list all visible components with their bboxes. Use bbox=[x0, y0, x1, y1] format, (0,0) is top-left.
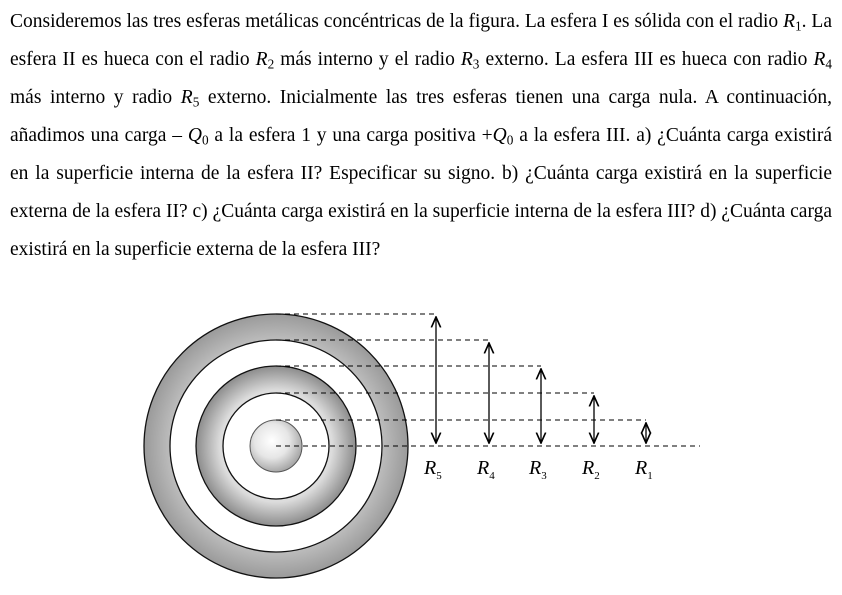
label-r4: $R_4$ bbox=[477, 457, 495, 482]
radius-arrows bbox=[436, 317, 646, 443]
label-r3: $R_3$ bbox=[529, 457, 547, 482]
problem-statement: Consideremos las tres esferas metálicas concéntricas de la figura. La esfera I es sólida con el radio $R_1$. La esfera II es hueca con el radio $R_2$ más interno y el radio $R_3$ externo. La esfera III es hueca con radio $R_4$ más interno y radio $R_5$ externo. Inicialmente las tres esferas tienen una carga nula. A continuación, añadimos una carga – $Q_0$ a la esfera 1 y una carga positiva $+Q_0$ a la esfera III. a) ¿Cuánta carga existirá en la superficie interna de la esfera II? Especificar su signo. b) ¿Cuánta carga existirá en la superficie externa de la esfera II? c) ¿Cuánta carga existirá en la superficie interna de la esfera III? d) ¿Cuánta carga existirá en la superficie externa de la esfera III? bbox=[10, 11, 832, 260]
label-r1: $R_1$ bbox=[635, 457, 653, 482]
label-r5: $R_5$ bbox=[424, 457, 442, 482]
label-r2: $R_2$ bbox=[582, 457, 600, 482]
